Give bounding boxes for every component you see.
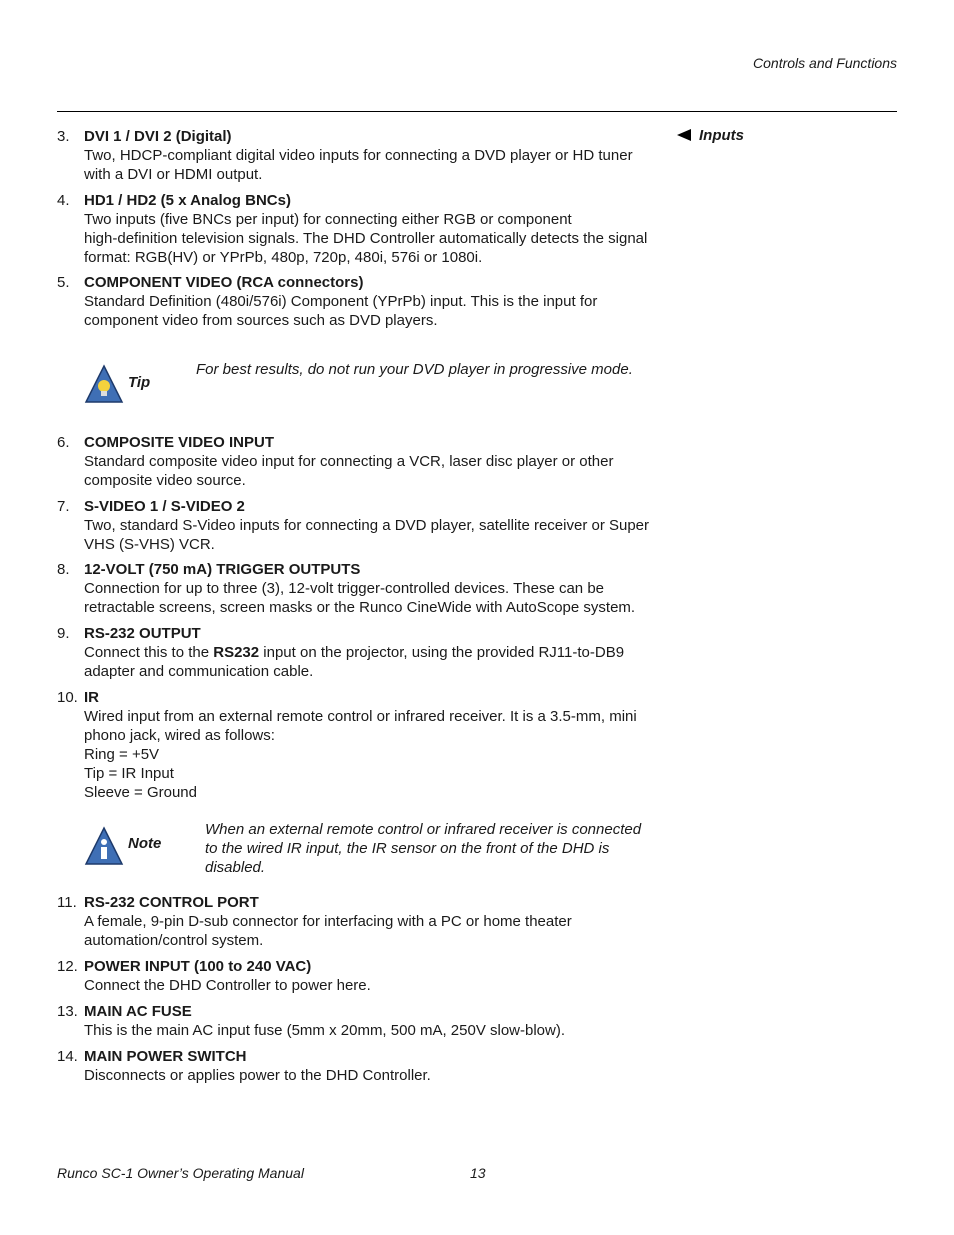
note-line: When an external remote control or infrared receiver is connected: [205, 821, 642, 838]
list-item-12: [57, 957, 657, 995]
item-line: Two, standard S-Video inputs for connecting a DVD player, satellite receiver or Super: [84, 517, 650, 534]
item-line: Connection for up to three (3), 12-volt trigger-controlled devices. These can be: [84, 580, 605, 597]
side-heading-label: Inputs: [699, 127, 744, 144]
list-item-8: [57, 560, 657, 617]
arrow-left-icon: [677, 129, 691, 141]
item-title: HD1 / HD2 (5 x Analog BNCs): [84, 192, 291, 209]
item-line: Ring = +5V: [84, 746, 160, 763]
item-number: 9.: [57, 625, 70, 642]
item-line: adapter and communication cable.: [84, 663, 314, 680]
item-title: 12-VOLT (750 mA) TRIGGER OUTPUTS: [84, 561, 361, 578]
item-number: 3.: [57, 128, 70, 145]
note-line: disabled.: [205, 859, 266, 876]
item-line: phono jack, wired as follows:: [84, 727, 275, 744]
running-header: Controls and Functions: [753, 55, 897, 71]
item-number: 4.: [57, 192, 70, 209]
item-number: 13.: [57, 1003, 78, 1020]
item-line: Wired input from an external remote control or infrared receiver. It is a 3.5-mm, mini: [84, 708, 637, 725]
side-heading: [677, 127, 744, 144]
item-number: 7.: [57, 498, 70, 515]
item-line: This is the main AC input fuse (5mm x 20mm, 500 mA, 250V slow-blow).: [84, 1022, 566, 1039]
item-line: Tip = IR Input: [84, 765, 174, 782]
tip-label: Tip: [128, 374, 151, 391]
item-line: [84, 643, 657, 662]
list-item-9: [57, 624, 657, 681]
item-line: Standard Definition (480i/576i) Component (YPrPb) input. This is the input for: [84, 293, 598, 310]
list-item-13: [57, 1002, 657, 1040]
item-title: COMPONENT VIDEO (RCA connectors): [84, 274, 364, 291]
item-number: 14.: [57, 1048, 78, 1065]
item-line: Disconnects or applies power to the DHD Controller.: [84, 1067, 431, 1084]
item-number: 6.: [57, 434, 70, 451]
item-number: 10.: [57, 689, 78, 706]
item-line: component video from sources such as DVD players.: [84, 312, 438, 329]
item-line: high-definition television signals. The DHD Controller automatically detects the signal: [84, 230, 648, 247]
header-rule: [57, 111, 897, 112]
list-item-11: [57, 893, 657, 950]
item-number: 12.: [57, 958, 78, 975]
item-line: VHS (S-VHS) VCR.: [84, 536, 215, 553]
item-line: Sleeve = Ground: [84, 784, 197, 801]
item-text: input on the projector, using the provided RJ11-to-DB9: [259, 644, 625, 661]
item-line: format: RGB(HV) or YPrPb, 480p, 720p, 480i, 576i or 1080i.: [84, 249, 483, 266]
item-line: with a DVI or HDMI output.: [84, 166, 263, 183]
list-item-6: [57, 433, 657, 490]
note-info-icon: [84, 826, 124, 866]
item-line: Standard composite video input for connecting a VCR, laser disc player or other: [84, 453, 614, 470]
footer-manual-title: Runco SC-1 Owner’s Operating Manual: [57, 1165, 304, 1181]
item-title: MAIN AC FUSE: [84, 1003, 192, 1020]
item-line: automation/control system.: [84, 932, 264, 949]
item-line: Two, HDCP-compliant digital video inputs for connecting a DVD player or HD tuner: [84, 147, 633, 164]
item-title: DVI 1 / DVI 2 (Digital): [84, 128, 232, 145]
list-item-3: [57, 127, 657, 184]
tip-text: For best results, do not run your DVD player in progressive mode.: [196, 361, 633, 378]
list-item-4: [57, 191, 657, 267]
item-title: RS-232 CONTROL PORT: [84, 894, 259, 911]
lightbulb-icon: [84, 364, 124, 404]
item-number: 5.: [57, 274, 70, 291]
item-line: A female, 9-pin D-sub connector for interfacing with a PC or home theater: [84, 913, 572, 930]
item-number: 11.: [57, 894, 77, 911]
item-text: Connect this to the: [84, 644, 214, 661]
item-line: retractable screens, screen masks or the Runco CineWide with AutoScope system.: [84, 599, 636, 616]
item-line: composite video source.: [84, 472, 246, 489]
list-item-10: [57, 688, 657, 802]
note-text: [205, 820, 655, 877]
page-number: 13: [470, 1165, 486, 1181]
list-item-14: [57, 1047, 657, 1085]
item-line: Two inputs (five BNCs per input) for connecting either RGB or component: [84, 211, 572, 228]
list-item-5: [57, 273, 657, 330]
item-line: Connect the DHD Controller to power here.: [84, 977, 371, 994]
item-title: POWER INPUT (100 to 240 VAC): [84, 958, 312, 975]
note-line: to the wired IR input, the IR sensor on the front of the DHD is: [205, 840, 610, 857]
item-title: IR: [84, 689, 99, 706]
item-number: 8.: [57, 561, 70, 578]
item-title: COMPOSITE VIDEO INPUT: [84, 434, 275, 451]
list-item-7: [57, 497, 657, 554]
note-label: Note: [128, 835, 162, 852]
item-title: S-VIDEO 1 / S-VIDEO 2: [84, 498, 245, 515]
item-title: MAIN POWER SWITCH: [84, 1048, 247, 1065]
item-title: RS-232 OUTPUT: [84, 625, 201, 642]
item-text-bold: RS232: [213, 644, 260, 661]
